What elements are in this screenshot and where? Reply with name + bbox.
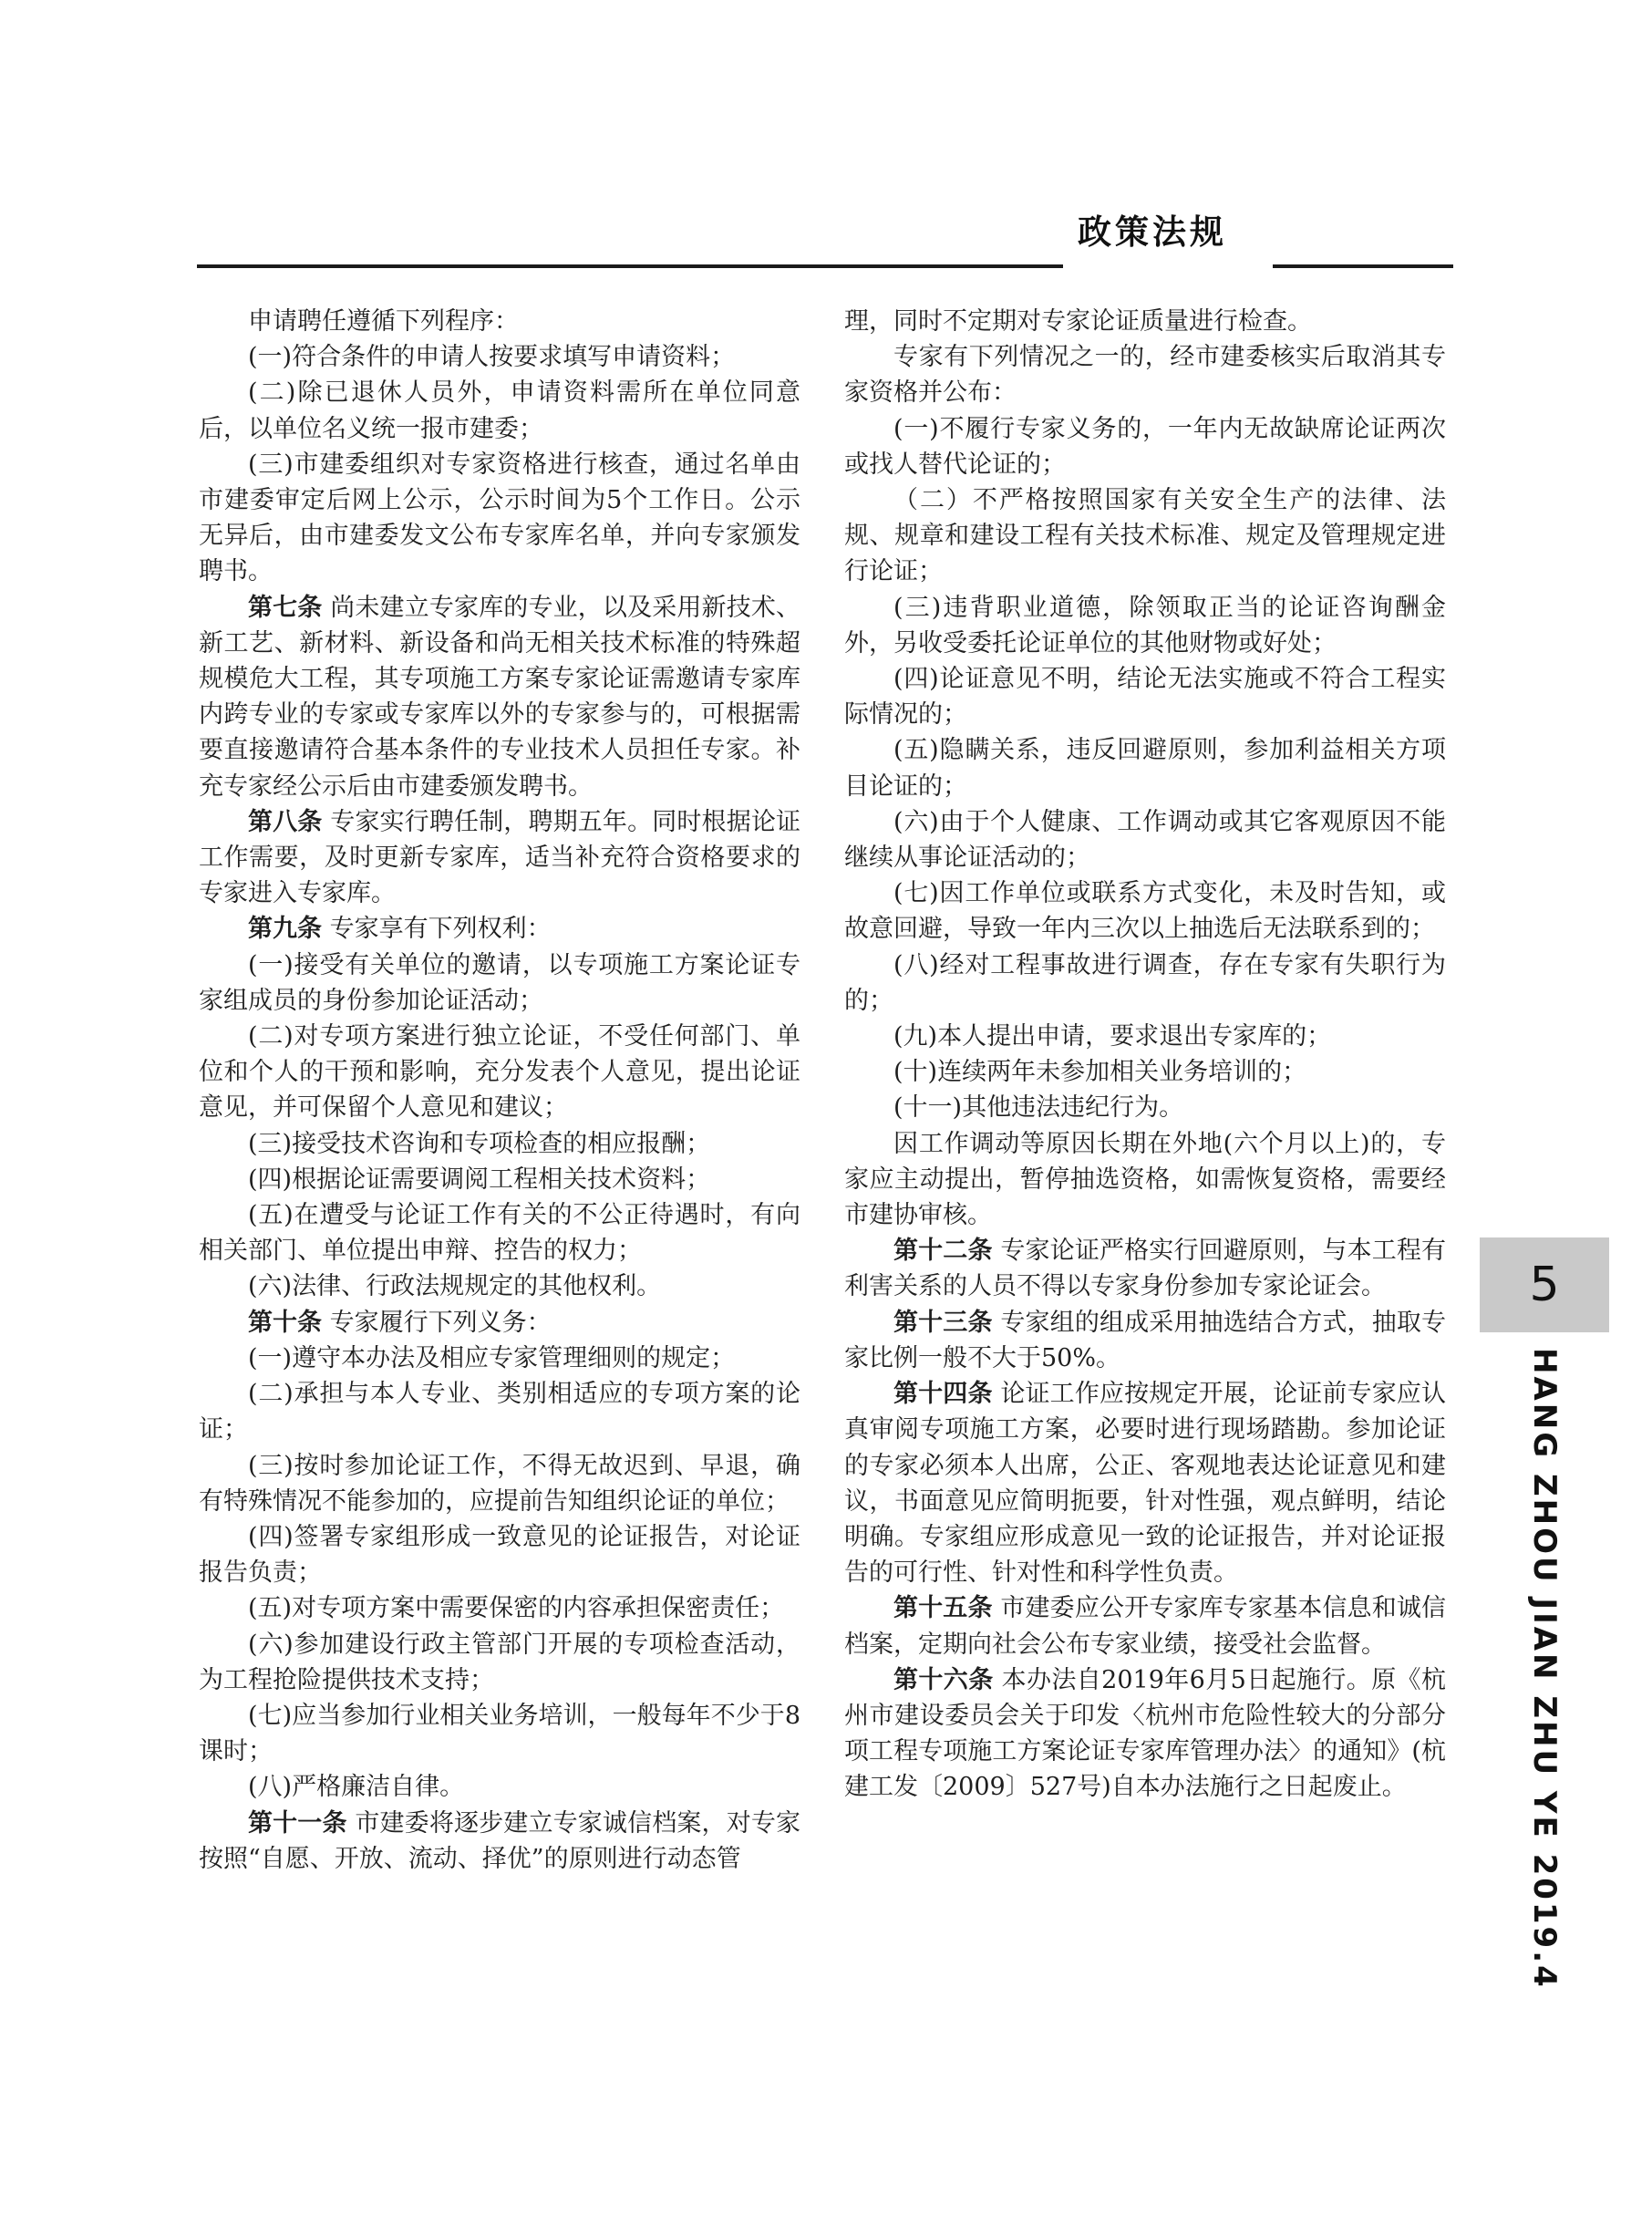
paragraph-text: (二)除已退休人员外，申请资料需所在单位同意后，以单位名义统一报市建委； — [199, 378, 800, 443]
article-number: 第七条 — [248, 593, 323, 622]
header-rule-left — [197, 264, 1063, 268]
paragraph-text: (三)违背职业道德，除领取正当的论证咨询酬金外，另收受委托论证单位的其他财物或好处； — [844, 593, 1446, 657]
paragraph — [844, 1305, 1446, 1376]
paragraph — [844, 590, 1446, 661]
paragraph — [844, 661, 1446, 732]
paragraph — [199, 1019, 800, 1126]
paragraph — [844, 1019, 1446, 1054]
paragraph-text: (十一)其他违法违纪行为。 — [893, 1093, 1184, 1123]
article-number: 第十三条 — [893, 1308, 993, 1337]
paragraph — [199, 1341, 800, 1376]
paragraph — [844, 1126, 1446, 1234]
paragraph — [199, 1519, 800, 1590]
paragraph-text: (三)按时参加论证工作，不得无故迟到、早退，确有特殊情况不能参加的，应提前告知组织论证的单位； — [199, 1451, 800, 1516]
paragraph-text: (七)因工作单位或联系方式变化，未及时告知，或故意回避，导致一年内三次以上抽选后无法联系到的； — [844, 879, 1446, 944]
paragraph-text: (六)参加建设行政主管部门开展的专项检查活动，为工程抢险提供技术支持； — [199, 1630, 800, 1694]
paragraph — [199, 339, 800, 375]
paragraph-text: (九)本人提出申请，要求退出专家库的； — [893, 1022, 1332, 1051]
paragraph — [844, 947, 1446, 1019]
paragraph — [199, 1197, 800, 1268]
paragraph-text: (七)应当参加行业相关业务培训，一般每年不少于8课时； — [199, 1701, 800, 1766]
left-column — [199, 304, 800, 1877]
paragraph — [844, 875, 1446, 947]
paragraph-text: (四)论证意见不明，结论无法实施或不符合工程实际情况的； — [844, 665, 1446, 730]
paragraph — [199, 1698, 800, 1769]
page-number: 5 — [1480, 1237, 1609, 1332]
paragraph-text: 理，同时不定期对专家论证质量进行检查。 — [844, 307, 1312, 336]
paragraph — [199, 1305, 800, 1341]
paragraph-text: 专家论证严格实行回避原则，与本工程有利害关系的人员不得以专家身份参加专家论证会。 — [844, 1237, 1447, 1301]
paragraph — [844, 1233, 1446, 1304]
article-number: 第十条 — [248, 1308, 322, 1337]
paragraph — [844, 804, 1446, 875]
article-number: 第十一条 — [248, 1808, 347, 1838]
paragraph — [199, 947, 800, 1019]
paragraph-text: (五)对专项方案中需要保密的内容承担保密责任； — [248, 1594, 785, 1623]
paragraph — [199, 1448, 800, 1519]
paragraph — [199, 1769, 800, 1805]
paragraph — [199, 1268, 800, 1304]
paragraph-text: (一)符合条件的申请人按要求填写申请资料； — [248, 343, 736, 372]
paragraph-text: 论证工作应按规定开展，论证前专家应认真审阅专项施工方案，必要时进行现场踏勘。参加论证的专家必须本人出席，公正、客观地表达论证意见和建议，书面意见应简明扼要，针对性强，观点鲜明，结论明确。专家组应形成意见一致的论证报告，并对论证报告的可行性、针对性和科学性负责。 — [844, 1380, 1447, 1588]
header-rule-right — [1273, 264, 1453, 268]
paragraph-text: (三)市建委组织对专家资格进行核查，通过名单由市建委审定后网上公示，公示时间为5个工作日。公示无异后，由市建委发文公布专家库名单，并向专家颁发聘书。 — [199, 450, 800, 586]
paragraph — [199, 1627, 800, 1698]
paragraph-text: (六)由于个人健康、工作调动或其它客观原因不能继续从事论证活动的； — [844, 807, 1446, 873]
paragraph — [844, 1054, 1446, 1090]
paragraph — [199, 1126, 800, 1162]
article-number: 第十二条 — [893, 1237, 993, 1266]
section-title: 政策法规 — [1078, 212, 1227, 252]
article-number: 第十四条 — [893, 1380, 993, 1409]
paragraph — [199, 375, 800, 446]
paragraph-text: 专家履行下列义务： — [329, 1308, 552, 1337]
paragraph-text: 专家享有下列权利： — [329, 915, 552, 944]
paragraph — [199, 1590, 800, 1626]
paragraph-text: (二)承担与本人专业、类别相适应的专项方案的论证； — [199, 1380, 800, 1444]
paragraph-text: (四)签署专家组形成一致意见的论证报告，对论证报告负责； — [199, 1522, 800, 1588]
paragraph — [199, 590, 800, 804]
paragraph-text: 尚未建立专家库的专业，以及采用新技术、新工艺、新材料、新设备和尚无相关技术标准的特殊超规模危大工程，其专项施工方案专家论证需邀请专家库内跨专业的专家或专家库以外的专家参与的，可根据需要直接邀请符合基本条件的专业技术人员担任专家。补充专家经公示后由市建委颁发聘书。 — [199, 593, 801, 801]
paragraph-text: 因工作调动等原因长期在外地(六个月以上)的，专家应主动提出，暂停抽选资格，如需恢复资格，需要经市建协审核。 — [844, 1129, 1446, 1230]
paragraph-text: (八)经对工程事故进行调查，存在专家有失职行为的； — [844, 950, 1446, 1015]
paragraph-text: (三)接受技术咨询和专项检查的相应报酬； — [248, 1129, 711, 1158]
paragraph-text: (五)在遭受与论证工作有关的不公正待遇时，有向相关部门、单位提出申辩、控告的权力； — [199, 1201, 800, 1266]
paragraph — [844, 732, 1446, 803]
paragraph — [844, 304, 1446, 339]
paragraph-text: (八)严格廉洁自律。 — [248, 1773, 465, 1802]
paragraph-text: 专家有下列情况之一的，经市建委核实后取消其专家资格并公布： — [844, 343, 1446, 408]
paragraph-text: 市建委应公开专家库专家基本信息和诚信档案，定期向社会公布专家业绩，接受社会监督。 — [844, 1594, 1447, 1659]
journal-name: HANG ZHOU JIAN ZHU YE 2019.4 — [1526, 1348, 1563, 1990]
right-column — [844, 304, 1446, 1806]
paragraph — [199, 804, 800, 912]
paragraph — [844, 482, 1446, 590]
paragraph — [844, 411, 1446, 482]
paragraph-text: 专家实行聘任制，聘期五年。同时根据论证工作需要，及时更新专家库，适当补充符合资格要求的专家进入专家库。 — [199, 807, 801, 908]
paragraph-text: （二）不严格按照国家有关安全生产的法律、法规、规章和建设工程有关技术标准、规定及管理规定进行论证； — [844, 486, 1446, 586]
paragraph-text: (四)根据论证需要调阅工程相关技术资料； — [248, 1165, 711, 1194]
paragraph-text: 申请聘任遵循下列程序： — [248, 307, 519, 336]
paragraph — [199, 1806, 800, 1877]
paragraph-text: (五)隐瞒关系，违反回避原则，参加利益相关方项目论证的； — [844, 736, 1446, 801]
paragraph-text: 本办法自2019年6月5日起施行。原《杭州市建设委员会关于印发〈杭州市危险性较大的分部分项工程专项施工方案论证专家库管理办法〉的通知》(杭建工发〔2009〕527号)自本办法施行之日起废止。 — [844, 1665, 1446, 1802]
paragraph — [199, 1162, 800, 1197]
paragraph — [844, 1376, 1446, 1590]
paragraph-text: (一)不履行专家义务的，一年内无故缺席论证两次或找人替代论证的； — [844, 414, 1446, 479]
paragraph — [199, 1376, 800, 1447]
paragraph — [844, 1590, 1446, 1662]
article-number: 第八条 — [248, 807, 323, 836]
article-number: 第十五条 — [893, 1594, 993, 1623]
paragraph-text: (一)接受有关单位的邀请，以专项施工方案论证专家组成员的身份参加论证活动； — [199, 950, 800, 1015]
paragraph — [844, 1662, 1446, 1806]
paragraph — [199, 304, 800, 339]
article-number: 第十六条 — [893, 1665, 994, 1694]
paragraph-text: 市建委将逐步建立专家诚信档案，对专家按照“自愿、开放、流动、择优”的原则进行动态管 — [199, 1808, 801, 1873]
paragraph — [199, 911, 800, 947]
paragraph-text: (十)连续两年未参加相关业务培训的； — [893, 1058, 1307, 1087]
paragraph — [199, 447, 800, 590]
paragraph-text: 专家组的组成采用抽选结合方式，抽取专家比例一般不大于50%。 — [844, 1308, 1447, 1372]
paragraph-text: (六)法律、行政法规规定的其他权利。 — [248, 1272, 662, 1301]
paragraph-text: (二)对专项方案进行独立论证，不受任何部门、单位和个人的干预和影响，充分发表个人意见，提出论证意见，并可保留个人意见和建议； — [199, 1022, 800, 1123]
article-number: 第九条 — [248, 915, 322, 944]
paragraph-text: (一)遵守本办法及相应专家管理细则的规定； — [248, 1343, 736, 1372]
paragraph — [844, 339, 1446, 410]
paragraph — [844, 1090, 1446, 1125]
